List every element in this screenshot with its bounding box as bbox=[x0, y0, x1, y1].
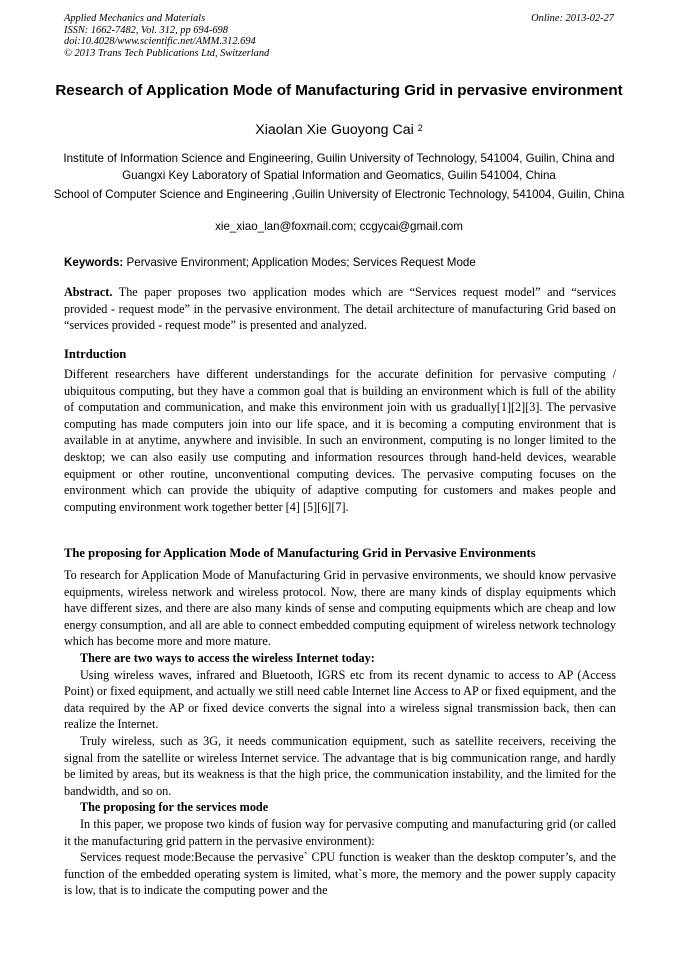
section2-body bbox=[64, 567, 616, 899]
section2-paragraph-5: Services request mode:Because the pervasive` CPU function is weaker than the desktop computer’s, and the function of the embedded operating system is limited, what`s more, the memory and the power supply capacity is low, that is to indicate the computing power and the bbox=[64, 850, 616, 898]
section2-paragraph-3: Truly wireless, such as 3G, it needs communication equipment, such as satellite receivers, receiving the signal from the satellite or wireless Internet service. The advantage that is big communication range, and hardly be limited by areas, but its weakness is that the high price, the communication instability, and the limited for the bandwidth, and so on. bbox=[64, 733, 616, 798]
affiliation-2: School of Computer Science and Engineering ,Guilin University of Electronic Technology, 541004, Guilin, China bbox=[53, 188, 625, 201]
affiliation-1: Institute of Information Science and Engineering, Guilin University of Technology, 541004, Guilin, China and Guangxi Key Laboratory of Spatial Information and Geomatics, Guilin 541004, China bbox=[63, 152, 615, 182]
abstract-label: Abstract. bbox=[64, 285, 113, 299]
authors bbox=[50, 122, 628, 139]
doi-line: doi:10.4028/www.scientific.net/AMM.312.694 bbox=[64, 36, 256, 48]
keywords-text: Pervasive Environment; Application Modes; Services Request Mode bbox=[126, 256, 476, 269]
abstract-text: The paper proposes two application modes which are “Services request model” and “services provided - request mode” in the pervasive environment. The detail architecture of manufacturing Grid based on “services provided - request mode” is presented and analyzed. bbox=[64, 285, 616, 333]
section2-paragraph-4: In this paper, we propose two kinds of fusion way for pervasive computing and manufacturing grid (or called it the manufacturing grid pattern in the pervasive environment): bbox=[64, 816, 616, 848]
copyright-line: © 2013 Trans Tech Publications Ltd, Switzerland bbox=[64, 47, 270, 59]
online-date: Online: 2013-02-27 bbox=[531, 13, 614, 24]
issn-line: ISSN: 1662-7482, Vol. 312, pp 694-698 bbox=[64, 24, 228, 36]
intro-paragraph: Different researchers have different understandings for the accurate definition for pervasive computing / ubiquitous computing, but they have a common goal that is building an environment which is full of the ability of computation and communication, and make this environment join with us gradually[1][2][3]. The pervasive computing has made computers join into our life space, and it is becoming a computing environment that is available in at anytime, anywhere and invisible. In such an environment, computing is no longer limited to the desktop; we can also easily use computing and information resources through hand-held devices, wearable equipment or other routine, unconventional computing devices. The pervasive computing focuses on the environment which can provide the ubiquity of adaptive computing for customers and makes people and computing environment work together better [4] [5][6][7]. bbox=[64, 367, 616, 514]
abstract bbox=[64, 284, 616, 334]
intro-heading: Intrduction bbox=[64, 347, 127, 361]
journal-name: Applied Mechanics and Materials bbox=[64, 13, 206, 24]
subheading-wireless-access: There are two ways to access the wireless Internet today: bbox=[80, 650, 375, 665]
keywords-label: Keywords: bbox=[64, 256, 124, 269]
paper-title: Research of Application Mode of Manufacturing Grid in pervasive environment bbox=[55, 82, 623, 99]
author-superscript: 2 bbox=[417, 123, 423, 133]
section2-paragraph-2: Using wireless waves, infrared and Bluetooth, IGRS etc from its recent dynamic to access to AP (Access Point) or fixed equipment, and actually we still need cable Internet line Access to AP or fixed equipment, and the data required by the AP or fixed device converts the signal into a wireless signal transmission back, then can realize the Internet. bbox=[64, 667, 616, 732]
email-addresses: xie_xiao_lan@foxmail.com; ccgycai@gmail.com bbox=[215, 220, 463, 233]
journal-header bbox=[64, 13, 269, 59]
section2-paragraph-1: To research for Application Mode of Manufacturing Grid in pervasive environments, we should know pervasive equipments, wireless network and wireless protocol. Now, there are many kinds of display equipments which have different sizes, and there are also many kinds of sense and computing equipments which are cheap and low energy consumption, and all are able to connect embedded computing equipment of wireless network technology which has become more and more mature. bbox=[64, 568, 616, 649]
author-names: Xiaolan Xie Guoyong Cai bbox=[255, 122, 414, 138]
keywords bbox=[64, 256, 616, 270]
subheading-services-mode: The proposing for the services mode bbox=[80, 800, 269, 815]
section2-heading: The proposing for Application Mode of Manufacturing Grid in Pervasive Environments bbox=[64, 546, 536, 560]
